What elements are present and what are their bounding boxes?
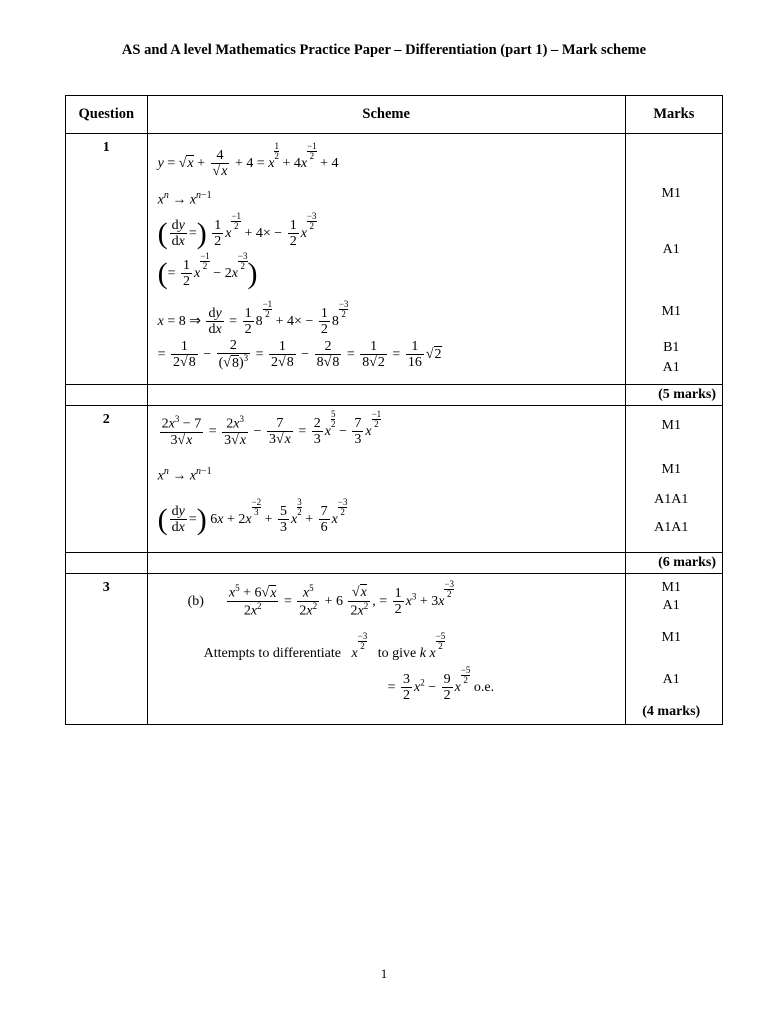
- question-number: 1: [66, 134, 148, 385]
- mark: M1: [661, 418, 681, 433]
- marks-cell: [625, 134, 722, 385]
- mark: A1: [662, 242, 680, 257]
- scheme-line: Attempts to differentiate x $\frac{-3}{2}$ to give k x $\frac{-5}{2}$: [203, 631, 446, 662]
- scheme-line: = $\frac{3}{2}$ $x^2$ − $\frac{9}{2}$ x $\frac{-5}{2}$ o.e.: [387, 665, 495, 704]
- mark: A1A1: [654, 492, 689, 507]
- scheme-line: (b) $\frac{x^5 + 6√x}{2x^2}$ = $\frac{x^5}{2x^2}$ + 6 $\frac{√x}{2x^2}$ , = $\frac{1}{2}$ $x^3 + 3x$ $\frac{-3}{2}$: [187, 579, 455, 620]
- total-marks: (5 marks): [625, 385, 722, 406]
- question-number: 2: [66, 406, 148, 553]
- total-row: [66, 553, 723, 574]
- scheme-line: $\frac{2x^3 - 7}{3√x}$ = $\frac{2x^3}{3√x}$ − $\frac{7}{3√x}$ = $\frac{2}{3}$ x $\frac{5}{2}$ − $\frac{7}{3}$ x $\frac{-1}{2}$: [161, 409, 382, 449]
- scheme-line: y = √x + $\frac{4}{√x}$ + 4 = x $\frac{1}{2}$ + 4x $\frac{-1}{2}$ + 4: [157, 141, 339, 180]
- question-3-row: [66, 574, 723, 725]
- mark-scheme-table: [65, 95, 723, 725]
- scheme-line: ( $\frac{dy}{dx}$ =) $\frac{1}{2}$ x $\frac{-1}{2}$ + 4× − $\frac{1}{2}$ x $\frac{-3}{2}$: [157, 211, 317, 250]
- scheme-cell: [147, 406, 625, 553]
- mark: M1: [661, 186, 681, 201]
- header-question: Question: [66, 96, 148, 134]
- part-label: (b): [187, 594, 204, 610]
- mark: A1: [662, 672, 680, 687]
- question-1-row: [66, 134, 723, 385]
- question-2-row: [66, 406, 723, 553]
- mark: M1: [661, 304, 681, 319]
- scheme-cell: [147, 134, 625, 385]
- scheme-line: $x^n \to x^{n-1}$: [157, 190, 212, 208]
- total-row: [66, 385, 723, 406]
- header-scheme: Scheme: [147, 96, 625, 134]
- page-number: 1: [380, 966, 388, 981]
- total-marks: (6 marks): [625, 553, 722, 574]
- header-row: [66, 96, 723, 134]
- mark: A1: [662, 598, 680, 613]
- mark: B1: [663, 340, 680, 355]
- mark: A1A1: [654, 520, 689, 535]
- marks-cell: [625, 574, 722, 725]
- header-marks: Marks: [625, 96, 722, 134]
- to-give-text: to give: [377, 646, 417, 662]
- scheme-line: = $\frac{1}{2√8}$ − $\frac{2}{(√8)^3}$ = $\frac{1}{2√8}$ − $\frac{2}{8√8}$ = $\frac{1}{8√2}$ = $\frac{1}{16}$ √2: [157, 338, 442, 372]
- scheme-line: ( $\frac{dy}{dx}$ =) 6x + 2x $\frac{-2}{3}$ + $\frac{5}{3}$ x $\frac{3}{2}$ + $\frac{7}{6}$ x $\frac{-3}{2}$: [157, 497, 348, 536]
- oe-text: o.e.: [473, 680, 495, 696]
- page-title: AS and A level Mathematics Practice Paper – Differentiation (part 1) – Mark scheme: [121, 42, 647, 58]
- marks-cell: [625, 406, 722, 553]
- total-marks: (4 marks): [642, 704, 701, 719]
- mark: M1: [661, 580, 681, 595]
- mark: M1: [661, 462, 681, 477]
- scheme-line: x = 8 ⇒ $\frac{dy}{dx}$ = $\frac{1}{2}$ 8 $\frac{-1}{2}$ + 4× − $\frac{1}{2}$ 8 $\frac{-3}{2}$: [157, 299, 349, 338]
- mark: M1: [661, 630, 681, 645]
- question-number: 3: [66, 574, 148, 725]
- scheme-line: $x^n \to x^{n-1}$: [157, 466, 212, 484]
- scheme-line: (= $\frac{1}{2}$ x $\frac{-1}{2}$ − 2x $\frac{-3}{2}$ ): [157, 251, 258, 290]
- mark: A1: [662, 360, 680, 375]
- scheme-cell: [147, 574, 625, 725]
- attempt-text: Attempts to differentiate: [203, 646, 341, 662]
